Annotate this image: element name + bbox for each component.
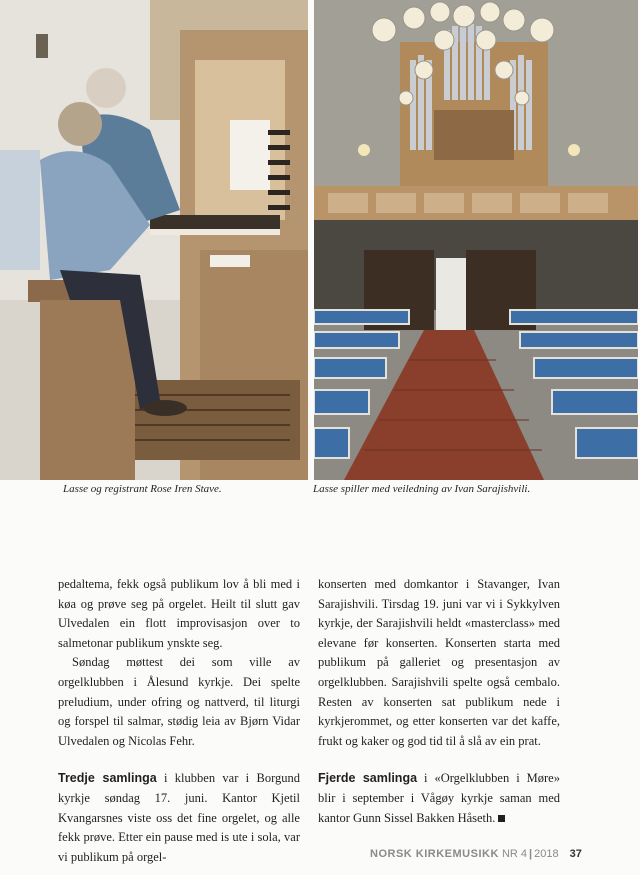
photo-organ-console <box>0 0 308 480</box>
section-paragraph <box>318 769 560 828</box>
article-column-right <box>318 575 560 828</box>
footer-separator: | <box>529 848 533 860</box>
issue-number: NR 4 <box>501 848 528 860</box>
section-lead: Fjerde samlinga <box>318 771 418 786</box>
article-column-left <box>58 575 300 867</box>
photo-caption-right: Lasse spiller med veiledning av Ivan Sarajishvili. <box>313 483 531 495</box>
end-of-article-mark <box>498 815 505 822</box>
issue-year: 2018 <box>534 848 559 860</box>
section-text: i klubben var i Borgund kyrkje søndag 17. juni. Kantor Kjetil Kvangarsnes viste oss det fine orgelet, og alle fekk prøve. Etter ein pause med is ute i sola, var vi publikum på orgel- <box>58 771 301 864</box>
paragraph: Søndag møttest dei som ville av orgelklubben i Ålesund kyrkje. Dei spelte preludium, under ofring og nattverd, til liturgi og forspel til salmar, stødig leia av Bjørn Vidar Ulvedalen og Nicolas Fehr. <box>58 655 300 748</box>
page-number: 37 <box>569 848 582 860</box>
magazine-name: NORSK KIRKEMUSIKK <box>370 848 499 860</box>
photo-church-interior <box>314 0 638 480</box>
paragraph: konserten med domkantor i Stavanger, Ivan Sarajishvili. Tirsdag 19. juni var vi i Sykkylven kyrkje, der Sarajishvili heldt «masterclass» med elevane før konserten. Konserten starta med publikum på galleriet og presentasjon av orgelklubben. Sarajishvili spelte også cembalo. Resten av konserten sat publikum nede i kyrkjerommet, og etter konserten var det kaffe, frukt og kaker og god tid til å slå av ein prat. <box>318 577 560 748</box>
photo-caption-left: Lasse og registrant Rose Iren Stave. <box>63 483 222 495</box>
organ-console-image <box>0 0 308 480</box>
paragraph: pedaltema, fekk også publikum lov å bli med i køa og prøve seg på orgelet. Heilt til slutt gav Ulvedalen ein flott improvisasjon over to salmetonar publikum ynskte seg. <box>58 577 300 650</box>
section-lead: Tredje samlinga <box>58 771 157 786</box>
section-paragraph <box>58 769 300 867</box>
section-text: i «Orgelklubben i Møre» blir i september i Vågøy kyrkje saman med kantor Gunn Sissel Bakken Håseth. <box>318 771 560 825</box>
church-interior-image <box>314 0 638 480</box>
page-footer <box>370 848 582 860</box>
